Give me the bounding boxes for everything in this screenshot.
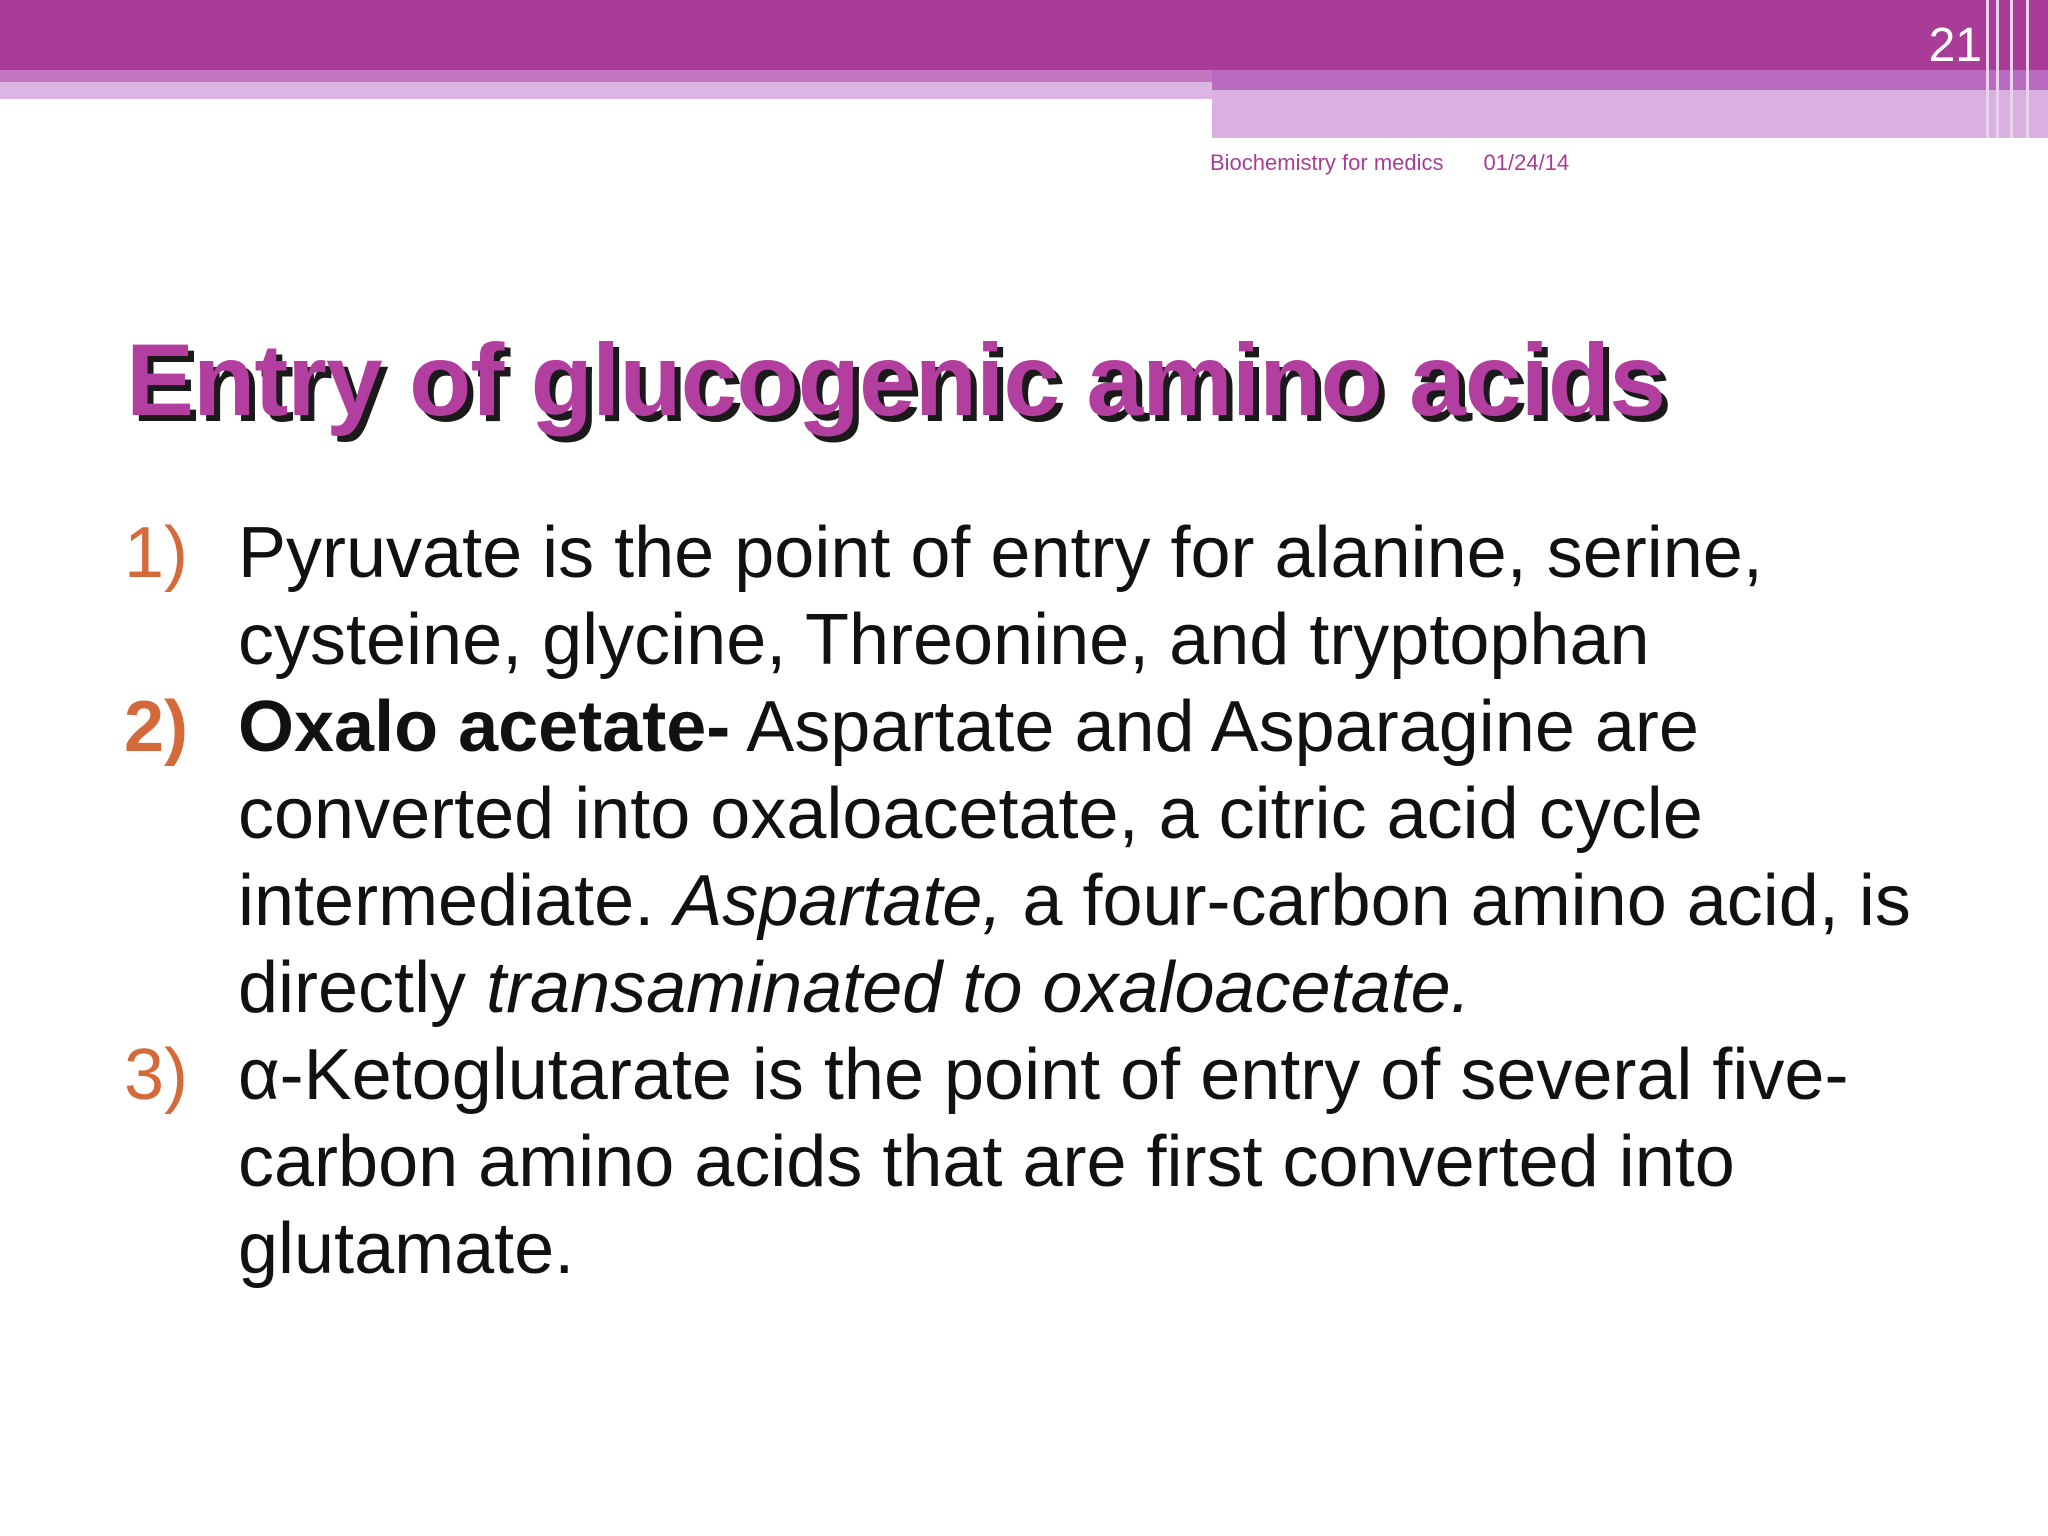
numbered-list — [124, 510, 1984, 1293]
header-divider-line — [1996, 0, 1999, 138]
list-item-text: a four-carbon amino acid, is directly — [238, 861, 1911, 1028]
header-right-block — [1212, 90, 2048, 138]
list-item — [124, 684, 1984, 1032]
list-number: 2) — [124, 687, 189, 767]
list-item-bold-lead: Oxalo acetate- — [238, 687, 731, 767]
list-item — [124, 1032, 1984, 1293]
list-item-italic-text: Aspartate, — [674, 861, 1003, 941]
list-item-text: α-Ketoglutarate is the point of entry of several five-carbon amino acids that are first converted into glutamate. — [238, 1035, 1849, 1289]
list-item — [124, 510, 1984, 684]
header-divider-line — [1986, 0, 1989, 138]
slide-title: Entry of glucogenic amino acids — [126, 323, 1665, 437]
slide-footer — [1210, 148, 1569, 178]
header-band — [0, 0, 2048, 70]
list-item-italic-text: transaminated to oxaloacetate. — [486, 948, 1471, 1028]
list-number: 1) — [124, 513, 189, 593]
footer-title: Biochemistry for medics — [1210, 150, 1444, 175]
header-divider-line — [2026, 0, 2029, 138]
footer-date: 01/24/14 — [1483, 150, 1570, 175]
list-item-text: Aspartate and Asparagine are converted into oxaloacetate, a citric acid cycle intermediate. — [238, 687, 1703, 941]
list-number: 3) — [124, 1035, 189, 1115]
slide-number: 21 — [1928, 19, 1982, 72]
header-divider-line — [2010, 0, 2013, 138]
list-item-text: Pyruvate is the point of entry for alanine, serine, cysteine, glycine, Threonine, and tryptophan — [238, 513, 1763, 680]
